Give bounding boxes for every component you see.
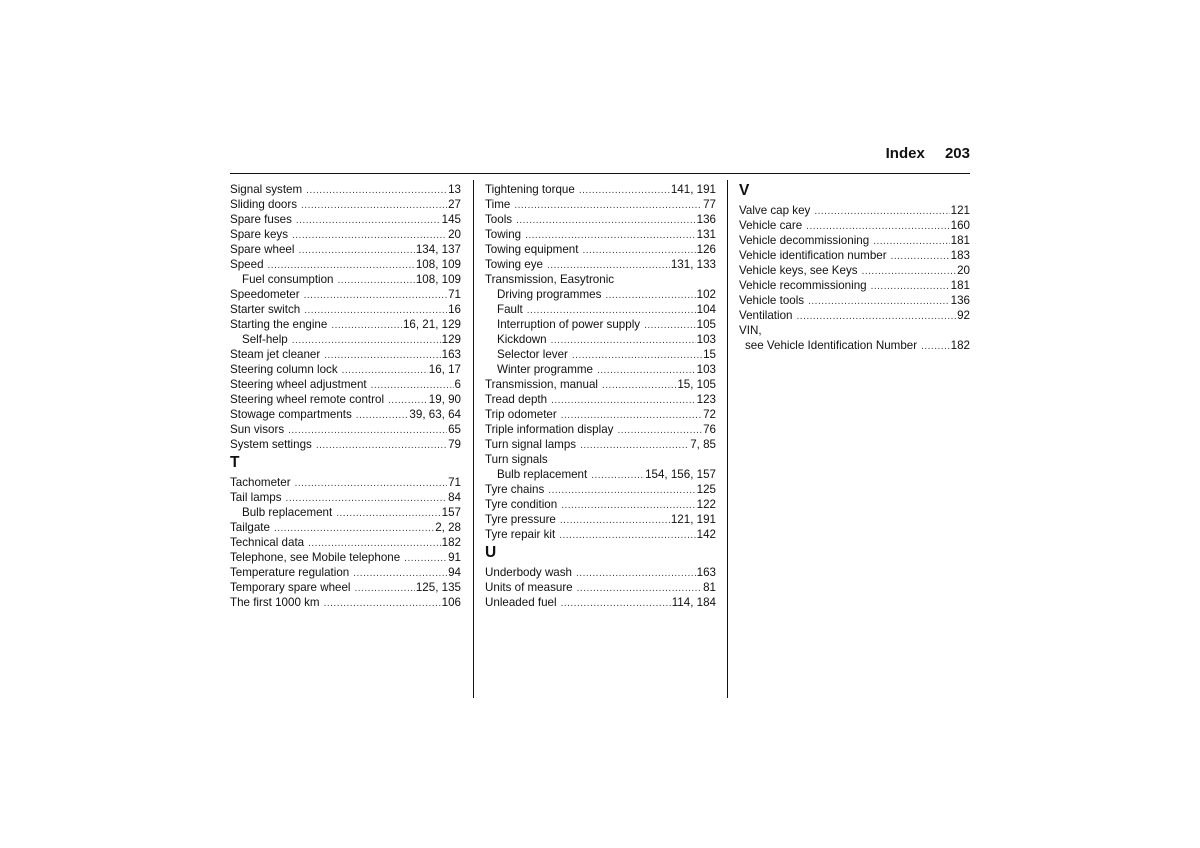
- index-page-ref: 2, 28: [435, 521, 461, 534]
- index-term: Triple information display: [485, 423, 614, 436]
- dot-leader: [306, 182, 447, 197]
- dot-leader: [286, 490, 448, 505]
- dot-leader: [597, 362, 696, 377]
- index-entry: [739, 248, 970, 263]
- index-page-ref: 145: [441, 213, 461, 226]
- index-subentry: [739, 338, 970, 353]
- index-term: Signal system: [230, 183, 303, 196]
- dot-leader: [548, 482, 695, 497]
- index-subentry: [230, 272, 461, 287]
- index-term: Stowage compartments: [230, 408, 352, 421]
- index-term: Vehicle identification number: [739, 249, 887, 262]
- index-page-ref: 134, 137: [415, 243, 461, 256]
- index-subentry: [485, 287, 716, 302]
- index-page-ref: 154, 156, 157: [645, 468, 716, 481]
- index-entry: [485, 272, 716, 287]
- section-title: Index: [885, 145, 925, 162]
- index-term: Sun visors: [230, 423, 285, 436]
- index-subentry: [485, 332, 716, 347]
- index-term: Self-help: [242, 333, 288, 346]
- index-entry: [485, 452, 716, 467]
- index-entry: [739, 233, 970, 248]
- index-term: Towing eye: [485, 258, 544, 271]
- dot-leader: [324, 347, 440, 362]
- index-page-ref: 27: [448, 198, 461, 211]
- index-entry: [485, 595, 716, 610]
- index-term: Tailgate: [230, 521, 270, 534]
- index-term: see Vehicle Identification Number: [745, 339, 918, 352]
- index-entry: [230, 437, 461, 452]
- dot-leader: [371, 377, 454, 392]
- index-term: Tail lamps: [230, 491, 282, 504]
- index-term: Starter switch: [230, 303, 301, 316]
- index-page-ref: 163: [441, 348, 461, 361]
- index-page-ref: 160: [950, 219, 970, 232]
- index-page-ref: 181: [950, 234, 970, 247]
- index-page-ref: 77: [703, 198, 716, 211]
- index-entry: [230, 595, 461, 610]
- index-page-ref: 105: [696, 318, 716, 331]
- index-subentry: [485, 302, 716, 317]
- index-page-ref: 121: [950, 204, 970, 217]
- index-page-ref: 16, 21, 129: [402, 318, 461, 331]
- index-term: Spare keys: [230, 228, 288, 241]
- index-term: Tread depth: [485, 393, 548, 406]
- index-term: Driving programmes: [497, 288, 602, 301]
- column-divider: [727, 180, 728, 698]
- index-term: The first 1000 km: [230, 596, 320, 609]
- index-term: Bulb replacement: [497, 468, 588, 481]
- page-header: [700, 145, 970, 163]
- index-term: Turn signals: [485, 453, 548, 466]
- dot-leader: [582, 242, 695, 257]
- index-entry: [230, 317, 461, 332]
- dot-leader: [579, 182, 670, 197]
- index-page-ref: 76: [703, 423, 716, 436]
- index-term: Telephone, see Mobile telephone: [230, 551, 401, 564]
- index-entry: [739, 218, 970, 233]
- dot-leader: [576, 565, 696, 580]
- index-entry: [230, 520, 461, 535]
- dot-leader: [353, 565, 447, 580]
- index-entry: [230, 475, 461, 490]
- dot-leader: [301, 197, 447, 212]
- index-page-ref: 71: [448, 476, 461, 489]
- index-term: Steering wheel adjustment: [230, 378, 367, 391]
- column-divider: [473, 180, 474, 698]
- dot-leader: [561, 497, 695, 512]
- dot-leader: [316, 437, 447, 452]
- index-term: Transmission, Easytronic: [485, 273, 615, 286]
- dot-leader: [295, 475, 448, 490]
- index-page-ref: 103: [696, 363, 716, 376]
- index-page-ref: 16, 17: [428, 363, 461, 376]
- dot-leader: [862, 263, 957, 278]
- index-entry: [230, 422, 461, 437]
- index-entry: [485, 227, 716, 242]
- dot-leader: [617, 422, 702, 437]
- index-page-ref: 114, 184: [671, 596, 716, 609]
- dot-leader: [560, 512, 670, 527]
- dot-leader: [808, 293, 950, 308]
- index-page-ref: 39, 63, 64: [409, 408, 461, 421]
- index-entry: [230, 197, 461, 212]
- index-page-ref: 136: [696, 213, 716, 226]
- index-term: Tools: [485, 213, 513, 226]
- index-entry: [230, 257, 461, 272]
- dot-leader: [551, 332, 696, 347]
- index-entry: [230, 392, 461, 407]
- index-page-ref: 7, 85: [690, 438, 716, 451]
- dot-leader: [292, 332, 441, 347]
- index-letter-heading: V: [739, 182, 750, 199]
- index-entry: [739, 323, 970, 338]
- index-page-ref: 182: [950, 339, 970, 352]
- index-term: Turn signal lamps: [485, 438, 577, 451]
- index-page-ref: 72: [703, 408, 716, 421]
- index-entry: [485, 580, 716, 595]
- index-page-ref: 19, 90: [428, 393, 461, 406]
- index-page-ref: 126: [696, 243, 716, 256]
- index-page-ref: 136: [950, 294, 970, 307]
- index-page-ref: 157: [441, 506, 461, 519]
- index-term: Vehicle recommissioning: [739, 279, 867, 292]
- index-entry: [230, 362, 461, 377]
- index-entry: [739, 203, 970, 218]
- index-term: Selector lever: [497, 348, 568, 361]
- index-term: Valve cap key: [739, 204, 811, 217]
- index-entry: [485, 407, 716, 422]
- index-term: Kickdown: [497, 333, 547, 346]
- index-page-ref: 108, 109: [415, 258, 461, 271]
- dot-leader: [308, 535, 441, 550]
- dot-leader: [342, 362, 428, 377]
- index-term: VIN,: [739, 324, 762, 337]
- index-term: Vehicle decommissioning: [739, 234, 870, 247]
- index-entry: [485, 182, 716, 197]
- page-number: 203: [944, 145, 970, 162]
- index-entry: [230, 212, 461, 227]
- index-page-ref: 71: [448, 288, 461, 301]
- dot-leader: [561, 595, 671, 610]
- index-entry: [485, 437, 716, 452]
- dot-leader: [356, 407, 409, 422]
- dot-leader: [324, 595, 441, 610]
- index-page-ref: 91: [448, 551, 461, 564]
- index-entry: [739, 278, 970, 293]
- index-term: Unleaded fuel: [485, 596, 557, 609]
- dot-leader: [547, 257, 670, 272]
- index-page-ref: 129: [441, 333, 461, 346]
- index-page-ref: 15: [703, 348, 716, 361]
- index-term: Underbody wash: [485, 566, 573, 579]
- index-subentry: [485, 347, 716, 362]
- dot-leader: [527, 302, 696, 317]
- index-column-2: [485, 182, 716, 610]
- index-entry: [230, 565, 461, 580]
- index-term: Speedometer: [230, 288, 300, 301]
- index-entry: [230, 287, 461, 302]
- index-term: Fuel consumption: [242, 273, 334, 286]
- index-page-ref: 131: [696, 228, 716, 241]
- index-entry: [485, 512, 716, 527]
- index-subentry: [485, 467, 716, 482]
- index-page-ref: 142: [696, 528, 716, 541]
- index-term: Tyre condition: [485, 498, 558, 511]
- index-term: Vehicle care: [739, 219, 803, 232]
- index-term: Interruption of power supply: [497, 318, 641, 331]
- index-entry: [485, 377, 716, 392]
- dot-leader: [514, 197, 702, 212]
- dot-leader: [331, 317, 402, 332]
- index-term: System settings: [230, 438, 312, 451]
- index-page-ref: 163: [696, 566, 716, 579]
- index-page-ref: 6: [454, 378, 461, 391]
- index-entry: [230, 407, 461, 422]
- index-entry: [739, 263, 970, 278]
- index-entry: [485, 422, 716, 437]
- index-entry: [485, 242, 716, 257]
- dot-leader: [921, 338, 950, 353]
- index-column-1: [230, 182, 461, 610]
- index-entry: [485, 482, 716, 497]
- index-page-ref: 121, 191: [670, 513, 716, 526]
- index-entry: [485, 392, 716, 407]
- index-page-ref: 84: [448, 491, 461, 504]
- index-entry: [485, 497, 716, 512]
- dot-leader: [268, 257, 415, 272]
- index-page-ref: 102: [696, 288, 716, 301]
- index-page-ref: 106: [441, 596, 461, 609]
- index-page-ref: 13: [448, 183, 461, 196]
- index-entry: [739, 293, 970, 308]
- header-rule: [230, 173, 970, 174]
- index-page-ref: 15, 105: [677, 378, 716, 391]
- index-entry: [230, 227, 461, 242]
- index-term: Bulb replacement: [242, 506, 333, 519]
- dot-leader: [304, 302, 447, 317]
- index-term: Units of measure: [485, 581, 573, 594]
- dot-leader: [559, 527, 695, 542]
- index-term: Speed: [230, 258, 264, 271]
- index-letter-heading: T: [230, 454, 240, 471]
- index-page-ref: 122: [696, 498, 716, 511]
- index-term: Vehicle tools: [739, 294, 805, 307]
- index-term: Tyre repair kit: [485, 528, 556, 541]
- index-term: Time: [485, 198, 511, 211]
- dot-leader: [591, 467, 644, 482]
- index-page-ref: 20: [448, 228, 461, 241]
- dot-leader: [298, 242, 414, 257]
- index-term: Tightening torque: [485, 183, 575, 196]
- index-page-ref: 81: [703, 581, 716, 594]
- index-entry: [230, 550, 461, 565]
- dot-leader: [304, 287, 447, 302]
- index-entry: [485, 212, 716, 227]
- index-term: Towing: [485, 228, 522, 241]
- index-page-ref: 104: [696, 303, 716, 316]
- dot-leader: [644, 317, 696, 332]
- index-entry: [485, 257, 716, 272]
- index-term: Ventilation: [739, 309, 793, 322]
- index-page-ref: 131, 133: [670, 258, 716, 271]
- index-term: Tyre pressure: [485, 513, 556, 526]
- dot-leader: [525, 227, 696, 242]
- index-page-ref: 79: [448, 438, 461, 451]
- dot-leader: [551, 392, 696, 407]
- index-page-ref: 125, 135: [415, 581, 461, 594]
- dot-leader: [602, 377, 676, 392]
- index-entry: [230, 347, 461, 362]
- index-term: Spare fuses: [230, 213, 292, 226]
- index-term: Fault: [497, 303, 523, 316]
- index-term: Tachometer: [230, 476, 291, 489]
- index-page-ref: 16: [448, 303, 461, 316]
- dot-leader: [292, 227, 447, 242]
- dot-leader: [580, 437, 689, 452]
- index-term: Temperature regulation: [230, 566, 350, 579]
- dot-leader: [338, 272, 415, 287]
- index-page-ref: 20: [957, 264, 970, 277]
- index-term: Tyre chains: [485, 483, 545, 496]
- dot-leader: [336, 505, 440, 520]
- index-page-ref: 141, 191: [670, 183, 716, 196]
- dot-leader: [605, 287, 695, 302]
- index-term: Sliding doors: [230, 198, 298, 211]
- index-entry: [230, 535, 461, 550]
- index-letter-heading: U: [485, 544, 497, 561]
- dot-leader: [806, 218, 949, 233]
- index-term: Winter programme: [497, 363, 593, 376]
- index-page-ref: 103: [696, 333, 716, 346]
- dot-leader: [873, 233, 949, 248]
- index-term: Vehicle keys, see Keys: [739, 264, 858, 277]
- dot-leader: [871, 278, 950, 293]
- dot-leader: [355, 580, 415, 595]
- index-term: Steam jet cleaner: [230, 348, 321, 361]
- index-subentry: [230, 332, 461, 347]
- index-subentry: [485, 362, 716, 377]
- index-page-ref: 92: [957, 309, 970, 322]
- index-page-ref: 182: [441, 536, 461, 549]
- dot-leader: [516, 212, 696, 227]
- index-term: Spare wheel: [230, 243, 295, 256]
- dot-leader: [797, 308, 957, 323]
- index-entry: [739, 308, 970, 323]
- dot-leader: [296, 212, 441, 227]
- index-entry: [485, 565, 716, 580]
- dot-leader: [404, 550, 447, 565]
- dot-leader: [577, 580, 702, 595]
- index-entry: [230, 182, 461, 197]
- index-term: Towing equipment: [485, 243, 579, 256]
- index-entry: [230, 242, 461, 257]
- index-page-ref: 181: [950, 279, 970, 292]
- dot-leader: [288, 422, 447, 437]
- index-page-ref: 183: [950, 249, 970, 262]
- dot-leader: [274, 520, 434, 535]
- index-entry: [230, 580, 461, 595]
- index-column-3: [739, 182, 970, 353]
- dot-leader: [561, 407, 702, 422]
- index-entry: [485, 527, 716, 542]
- index-term: Steering wheel remote control: [230, 393, 385, 406]
- index-page-ref: 65: [448, 423, 461, 436]
- dot-leader: [388, 392, 428, 407]
- index-term: Transmission, manual: [485, 378, 598, 391]
- dot-leader: [814, 203, 949, 218]
- dot-leader: [891, 248, 950, 263]
- index-entry: [230, 490, 461, 505]
- index-page-ref: 123: [696, 393, 716, 406]
- index-page-ref: 94: [448, 566, 461, 579]
- dot-leader: [572, 347, 702, 362]
- index-page-ref: 108, 109: [415, 273, 461, 286]
- index-term: Technical data: [230, 536, 305, 549]
- index-term: Trip odometer: [485, 408, 557, 421]
- index-subentry: [230, 505, 461, 520]
- index-entry: [230, 377, 461, 392]
- index-term: Steering column lock: [230, 363, 338, 376]
- index-entry: [230, 302, 461, 317]
- index-subentry: [485, 317, 716, 332]
- index-entry: [485, 197, 716, 212]
- index-term: Temporary spare wheel: [230, 581, 351, 594]
- index-page-ref: 125: [696, 483, 716, 496]
- index-term: Starting the engine: [230, 318, 328, 331]
